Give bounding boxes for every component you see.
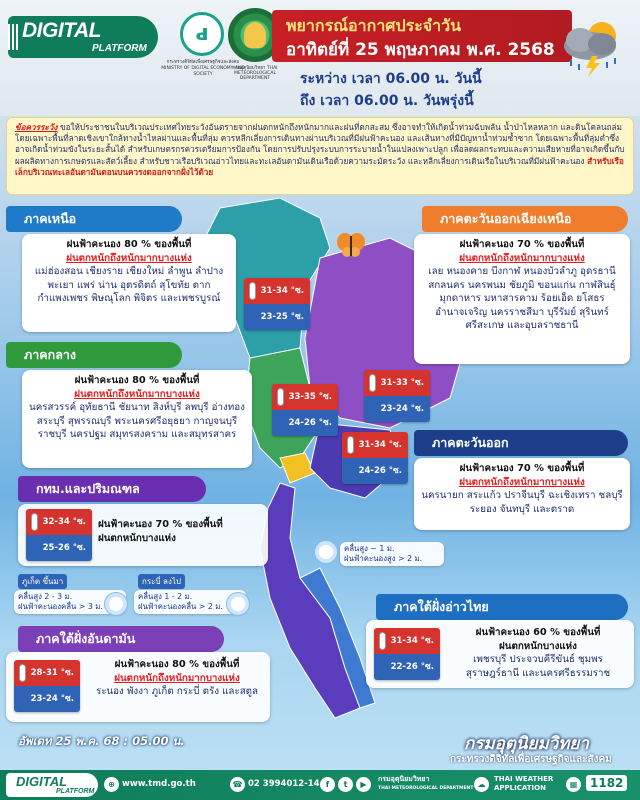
region-tab-north: ภาคเหนือ bbox=[6, 206, 182, 232]
web-link[interactable]: www.tmd.go.th bbox=[122, 779, 196, 789]
header bbox=[0, 0, 640, 116]
wave-gulf bbox=[340, 542, 444, 566]
period-line-2: ถึง เวลา 06.00 น. วันพรุ่งนี้ bbox=[300, 93, 474, 109]
warning-text: ขอให้ประชาชนในบริเวณประเทศไทยระวังอันตรายจากฝนตกหนักถึงหนักมากและฝนที่ตกสะสม ซึ่งอาจทำให้เกิดน้ำท่วมฉับพลัน น้ำป่าไหลหลาก และดินโคลนถล่ม โดยเฉพาะพื้นที่ลาดเชิงเขาใกล้ทางน้ำไหลผ่านและพื้นที่ลุ่ม ควรหลีกเลี่ยงการเดินทางผ่านบริเวณที่มีฝนฟ้าคะนอง และเส้นทางที่มีปัญหาน้ำท่วมซ้ำซาก โดยเฉพาะพื้นที่ลุ่มต่ำซึ่งอาจเกิดน้ำท่วมขังในระยะสั้นได้ สำหรับเกษตรกรควรเตรียมการป้องกัน โดยการปรับปรุงระบบการระบายน้ำในแปลงเพาะปลูก เพื่อลดผลกระทบและความเสียหายที่อาจเกิดขึ้นกับผลผลิตทางการเกษตรและสัตว์เลี้ยง สำหรับชาวเรือบริเวณอ่าวไทยและทะเลอันดามันเดินเรือด้วยความระมัดระวัง และหลีกเลี่ยงการเดินเรือในบริเวณที่มีฝนฟ้าคะนอง bbox=[15, 122, 625, 166]
area-list: นครนายก สระแก้ว ปราจีนบุรี ฉะเชิงเทรา ชลบุรี ระยอง จันทบุรี และตราด bbox=[421, 490, 623, 515]
region-tab-east: ภาคตะวันออก bbox=[414, 430, 628, 456]
rain-chance: ฝนฟ้าคะนอง 80 % ของพื้นที่ bbox=[66, 239, 192, 250]
brand-main-text: DIGITAL bbox=[22, 19, 101, 42]
title-line-1: พยากรณ์อากาศประจำวัน bbox=[286, 16, 462, 35]
temp-min: 24-26 °ซ. bbox=[342, 458, 408, 484]
map-south bbox=[260, 483, 360, 718]
region-tab-south-east: ภาคใต้ฝั่งอ่าวไทย bbox=[376, 594, 628, 620]
footer-bar bbox=[0, 770, 640, 800]
heavy-rain: ฝนตกหนักบางแห่ง bbox=[98, 532, 176, 544]
footer-app-1: THAI WEATHER bbox=[494, 775, 554, 783]
temp-south-west bbox=[14, 660, 80, 712]
region-card-east bbox=[414, 458, 630, 530]
footer-tmd-th: กรมอุตุนิยมวิทยา bbox=[378, 775, 430, 783]
qr-icon: ▦ bbox=[566, 777, 581, 792]
boat-icon bbox=[314, 540, 338, 564]
app-icon: ☁ bbox=[474, 777, 489, 792]
wave-line-1: คลื่นสูง ~ 1 ม. bbox=[344, 544, 395, 553]
title-banner bbox=[272, 10, 572, 62]
area-list: ระนอง พังงา ภูเก็ต กระบี่ ตรัง และสตูล bbox=[95, 686, 259, 697]
thermometer-icon bbox=[19, 664, 26, 682]
facebook-icon[interactable]: f bbox=[320, 777, 335, 792]
temp-min: 23-24 °ซ. bbox=[364, 396, 430, 422]
warning-box bbox=[6, 117, 634, 195]
region-card-south-west bbox=[6, 652, 270, 722]
rain-chance: ฝนฟ้าคะนอง 80 % ของพื้นที่ bbox=[74, 375, 200, 386]
temp-bangkok bbox=[26, 509, 92, 561]
phone-icon: ☎ bbox=[230, 777, 245, 792]
temp-max: 32-34 °ซ. bbox=[26, 509, 92, 535]
temp-east bbox=[342, 432, 408, 484]
rain-chance: ฝนฟ้าคะนอง 70 % ของพื้นที่ bbox=[459, 463, 585, 474]
wave-line-1: คลื่นสูง 1 - 2 ม. bbox=[138, 592, 193, 601]
temp-north bbox=[244, 278, 310, 330]
temp-min: 25-26 °ซ. bbox=[26, 535, 92, 561]
warning-label: ข้อควรระวัง bbox=[15, 122, 58, 132]
heavy-rain: ฝนตกหนักถึงหนักมากบางแห่ง bbox=[459, 476, 585, 488]
phone-number: 02 3994012-14 bbox=[248, 779, 320, 789]
thermometer-icon bbox=[31, 513, 38, 531]
temp-min: 24-26 °ซ. bbox=[272, 410, 338, 436]
heavy-rain: ฝนตกหนักบางแห่ง bbox=[499, 640, 577, 652]
area-list: นครสวรรค์ อุทัยธานี ชัยนาท สิงห์บุรี ลพบุรี อ่างทอง สระบุรี สุพรรณบุรี พระนครศรีอยุธยา กาญจนบุรี ราชบุรี นครปฐม สมุทรสงคราม และสมุทรสาคร bbox=[29, 402, 245, 440]
web-icon: ⊕ bbox=[104, 777, 119, 792]
title-line-2: อาทิตย์ที่ 25 พฤษภาคม พ.ศ. 2568 bbox=[286, 40, 555, 60]
region-card-central bbox=[22, 370, 252, 468]
update-time: อัพเดท 25 พ.ค. 68 : 05.00 น. bbox=[18, 734, 185, 748]
footer-tmd-en: THAI METEOROLOGICAL DEPARTMENT bbox=[378, 786, 474, 791]
temp-max: 31-34 °ซ. bbox=[342, 432, 408, 458]
temp-min: 23-25 °ซ. bbox=[244, 304, 310, 330]
youtube-icon[interactable]: ▶ bbox=[356, 777, 371, 792]
footer-brand-sub: PLATFORM bbox=[56, 788, 95, 795]
butterfly-icon bbox=[336, 232, 366, 258]
thermometer-icon bbox=[347, 436, 354, 454]
wave-line-2: ฝนฟ้าคะนองคลื่น > 2 ม. bbox=[138, 602, 223, 611]
hotline-number[interactable]: 1182 bbox=[586, 775, 627, 791]
thermometer-icon bbox=[379, 632, 386, 650]
thermometer-icon bbox=[249, 282, 256, 300]
rain-chance: ฝนฟ้าคะนอง 70 % ของพื้นที่ bbox=[98, 519, 223, 530]
area-list: แม่ฮ่องสอน เชียงราย เชียงใหม่ ลำพูน ลำปาง พะเยา แพร่ น่าน อุตรดิตถ์ สุโขทัย ตาก กำแพงเพชร พิษณุโลก พิจิตร และเพชรบูรณ์ bbox=[34, 266, 224, 304]
warning-text-red: สำหรับเรือเล็กบริเวณทะเลอันดามันตอนบนควรงดออกจากฝั่งไว้ด้วย bbox=[15, 155, 624, 177]
thermometer-icon bbox=[277, 388, 284, 406]
temp-max: 31-34 °ซ. bbox=[244, 278, 310, 304]
footer-brand-logo bbox=[6, 773, 98, 797]
region-card-northeast bbox=[414, 234, 630, 364]
temp-max: 33-35 °ซ. bbox=[272, 384, 338, 410]
temp-max: 31-33 °ซ. bbox=[364, 370, 430, 396]
temp-central bbox=[272, 384, 338, 436]
tmd-caption: กรมอุตุนิยมวิทยา THAI METEOROLOGICAL DEPARTMENT bbox=[232, 66, 278, 81]
wave-line-2: ฝนฟ้าคะนองสูง > 2 ม. bbox=[344, 554, 423, 563]
area-list: เลย หนองคาย บึงกาฬ หนองบัวลำภู อุดรธานี สกลนคร นครพนม ชัยภูมิ ขอนแก่น กาฬสินธุ์ มุกดาหาร มหาสารคาม ร้อยเอ็ด ยโสธร อำนาจเจริญ นครราชสีมา บุรีรัมย์ สุรินทร์ ศรีสะเกษ และอุบลราชธานี bbox=[428, 266, 616, 331]
wave-label-south: กระบี่ ลงไป bbox=[138, 574, 185, 589]
forecast-period bbox=[300, 68, 550, 114]
region-card-south-east bbox=[366, 620, 634, 688]
temp-max: 28-31 °ซ. bbox=[14, 660, 80, 686]
heavy-rain: ฝนตกหนักถึงหนักมากบางแห่ง bbox=[459, 252, 585, 264]
footer-brand-main: DIGITAL bbox=[16, 774, 68, 789]
boat-icon bbox=[104, 592, 128, 616]
temp-northeast bbox=[364, 370, 430, 422]
boat-icon bbox=[226, 592, 250, 616]
heavy-rain: ฝนตกหนักถึงหนักมากบางแห่ง bbox=[114, 672, 240, 684]
ministry-name: กระทรวงดิจิทัลเพื่อเศรษฐกิจและสังคม bbox=[450, 754, 612, 765]
footer-tmd-logo bbox=[378, 774, 473, 794]
org-name: กรมอุตุนิยมวิทยา bbox=[464, 734, 589, 754]
thunderstorm-icon bbox=[546, 14, 632, 78]
heavy-rain: ฝนตกหนักถึงหนักมากบางแห่ง bbox=[74, 388, 200, 400]
region-tab-central: ภาคกลาง bbox=[6, 342, 182, 368]
mde-caption: กระทรวงดิจิทัลเพื่อเศรษฐกิจและสังคม MINISTRY OF DIGITAL ECONOMY AND SOCIETY bbox=[161, 60, 245, 77]
region-tab-bangkok: กทม.และปริมณฑล bbox=[18, 476, 206, 502]
thermometer-icon bbox=[369, 374, 376, 392]
region-card-north bbox=[22, 234, 236, 332]
region-tab-northeast: ภาคตะวันออกเฉียงเหนือ bbox=[422, 206, 628, 232]
rain-chance: ฝนฟ้าคะนอง 80 % ของพื้นที่ bbox=[114, 659, 240, 670]
digital-platform-logo bbox=[8, 16, 158, 58]
period-line-1: ระหว่าง เวลา 06.00 น. วันนี้ bbox=[300, 71, 482, 87]
footer-app-2: APPLICATION bbox=[494, 784, 546, 792]
region-card-bangkok bbox=[18, 504, 268, 566]
temp-south-east bbox=[374, 628, 440, 680]
wave-label-north: ภูเก็ต ขึ้นมา bbox=[18, 574, 67, 589]
wave-line-2: ฝนฟ้าคะนองคลื่น > 3 ม. bbox=[18, 602, 103, 611]
mde-logo: ԁ bbox=[180, 12, 224, 56]
region-tab-south-west: ภาคใต้ฝั่งอันดามัน bbox=[18, 626, 224, 652]
rain-chance: ฝนฟ้าคะนอง 70 % ของพื้นที่ bbox=[459, 239, 585, 250]
temp-max: 31-34 °ซ. bbox=[374, 628, 440, 654]
area-list: เพชรบุรี ประจวบคีรีขันธ์ ชุมพร สุราษฎร์ธานี และนครศรีธรรมราช bbox=[465, 654, 611, 679]
twitter-icon[interactable]: t bbox=[338, 777, 353, 792]
temp-min: 22-26 °ซ. bbox=[374, 654, 440, 680]
brand-sub-text: PLATFORM bbox=[92, 43, 147, 54]
heavy-rain: ฝนตกหนักถึงหนักมากบางแห่ง bbox=[66, 252, 192, 264]
wave-line-1: คลื่นสูง 2 - 3 ม. bbox=[18, 592, 73, 601]
footer-app[interactable] bbox=[494, 775, 553, 793]
temp-min: 23-24 °ซ. bbox=[14, 686, 80, 712]
rain-chance: ฝนฟ้าคะนอง 60 % ของพื้นที่ bbox=[475, 627, 601, 638]
